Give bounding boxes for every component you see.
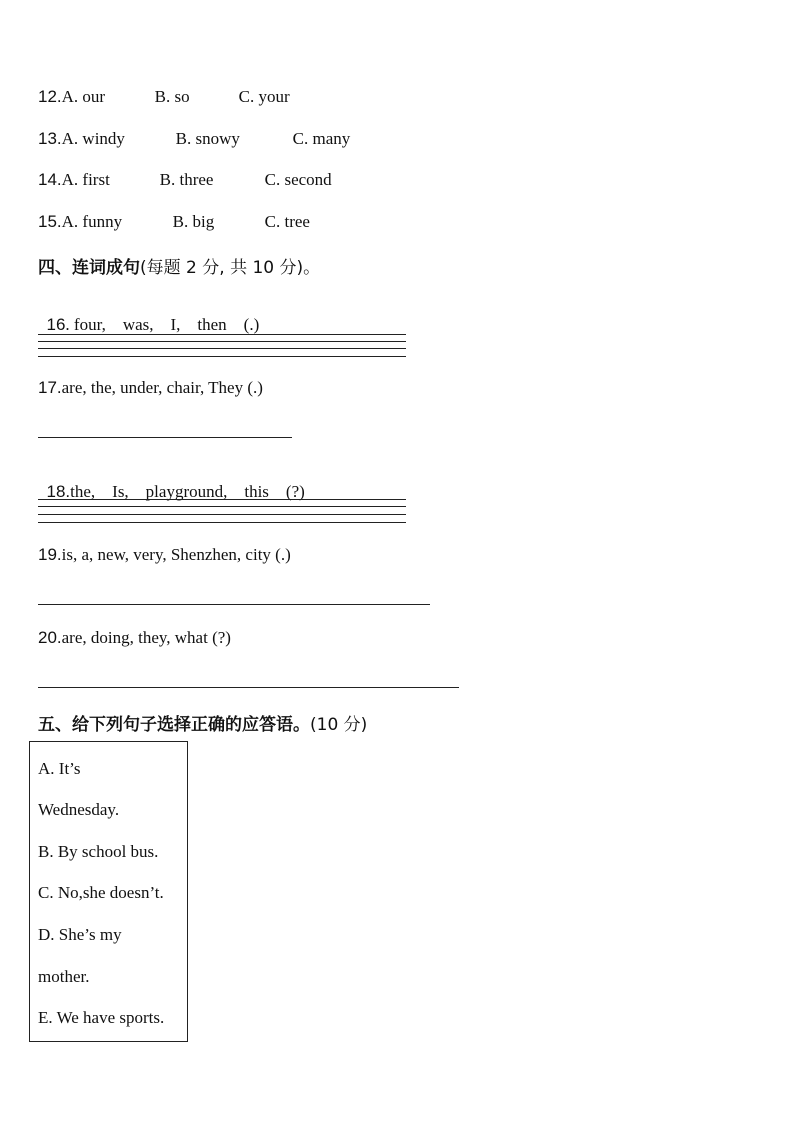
question-number: 15. <box>38 212 62 231</box>
answer-line[interactable] <box>38 506 406 507</box>
option-b: B. snowy <box>175 129 240 148</box>
box-option-line: C. No,she doesn’t. <box>38 883 164 902</box>
option-c: C. many <box>292 129 351 148</box>
option-a: A. funny <box>61 212 123 231</box>
sentence-question <box>38 545 291 565</box>
question-words: . four, was, I, then (.) <box>65 315 260 334</box>
box-option-line: D. She’s my <box>38 925 122 944</box>
box-option-line: E. We have sports. <box>38 1008 165 1027</box>
option-a: A. first <box>61 170 110 189</box>
section-score-note: (10 分) <box>310 715 368 735</box>
answer-line[interactable] <box>38 522 406 523</box>
question-words: are, the, under, chair, They (.) <box>61 378 263 397</box>
box-option-line: A. It’s <box>38 759 81 778</box>
question-number: 20. <box>38 628 62 647</box>
question-row <box>38 170 332 190</box>
option-a: A. our <box>61 87 106 106</box>
answer-options-box <box>29 741 188 1042</box>
option-c: C. tree <box>264 212 310 231</box>
question-words: are, doing, they, what (?) <box>61 628 231 647</box>
question-number: 14. <box>38 170 62 189</box>
option-c: C. your <box>238 87 290 106</box>
answer-line[interactable] <box>38 356 406 357</box>
answer-line[interactable] <box>38 687 459 688</box>
answer-line[interactable] <box>38 499 406 500</box>
question-words: is, a, new, very, Shenzhen, city (.) <box>61 545 291 564</box>
sentence-question <box>38 378 263 398</box>
option-b: B. so <box>154 87 190 106</box>
question-number: 13. <box>38 129 62 148</box>
option-a: A. windy <box>61 129 125 148</box>
option-b: B. three <box>159 170 214 189</box>
question-number: 16 <box>46 315 66 334</box>
option-c: C. second <box>264 170 332 189</box>
question-row <box>38 87 290 107</box>
answer-line[interactable] <box>38 514 406 515</box>
question-row <box>38 212 310 232</box>
question-words: the, Is, playground, this (?) <box>70 482 305 501</box>
box-option-line: mother. <box>38 967 90 986</box>
box-option-line: B. By school bus. <box>38 842 159 861</box>
sentence-question <box>38 628 231 648</box>
answer-line[interactable] <box>38 604 430 605</box>
section-heading <box>38 253 320 278</box>
answer-line[interactable] <box>38 341 406 342</box>
answer-line[interactable] <box>38 334 406 335</box>
sentence-question <box>38 295 259 335</box>
answer-line[interactable] <box>38 437 292 438</box>
question-number: 19. <box>38 545 62 564</box>
box-option-line: Wednesday. <box>38 800 120 819</box>
section-title: 四、连词成句 <box>38 258 140 278</box>
option-b: B. big <box>172 212 215 231</box>
answer-line[interactable] <box>38 348 406 349</box>
section-score-note: (每题 2 分, 共 10 分)。 <box>140 258 321 278</box>
question-number: 17. <box>38 378 62 397</box>
question-number: 12. <box>38 87 62 106</box>
section-title: 五、给下列句子选择正确的应答语。 <box>38 715 310 735</box>
question-row <box>38 129 350 149</box>
sentence-question <box>38 462 305 502</box>
question-number: 18. <box>46 482 71 501</box>
section-heading <box>38 710 367 735</box>
